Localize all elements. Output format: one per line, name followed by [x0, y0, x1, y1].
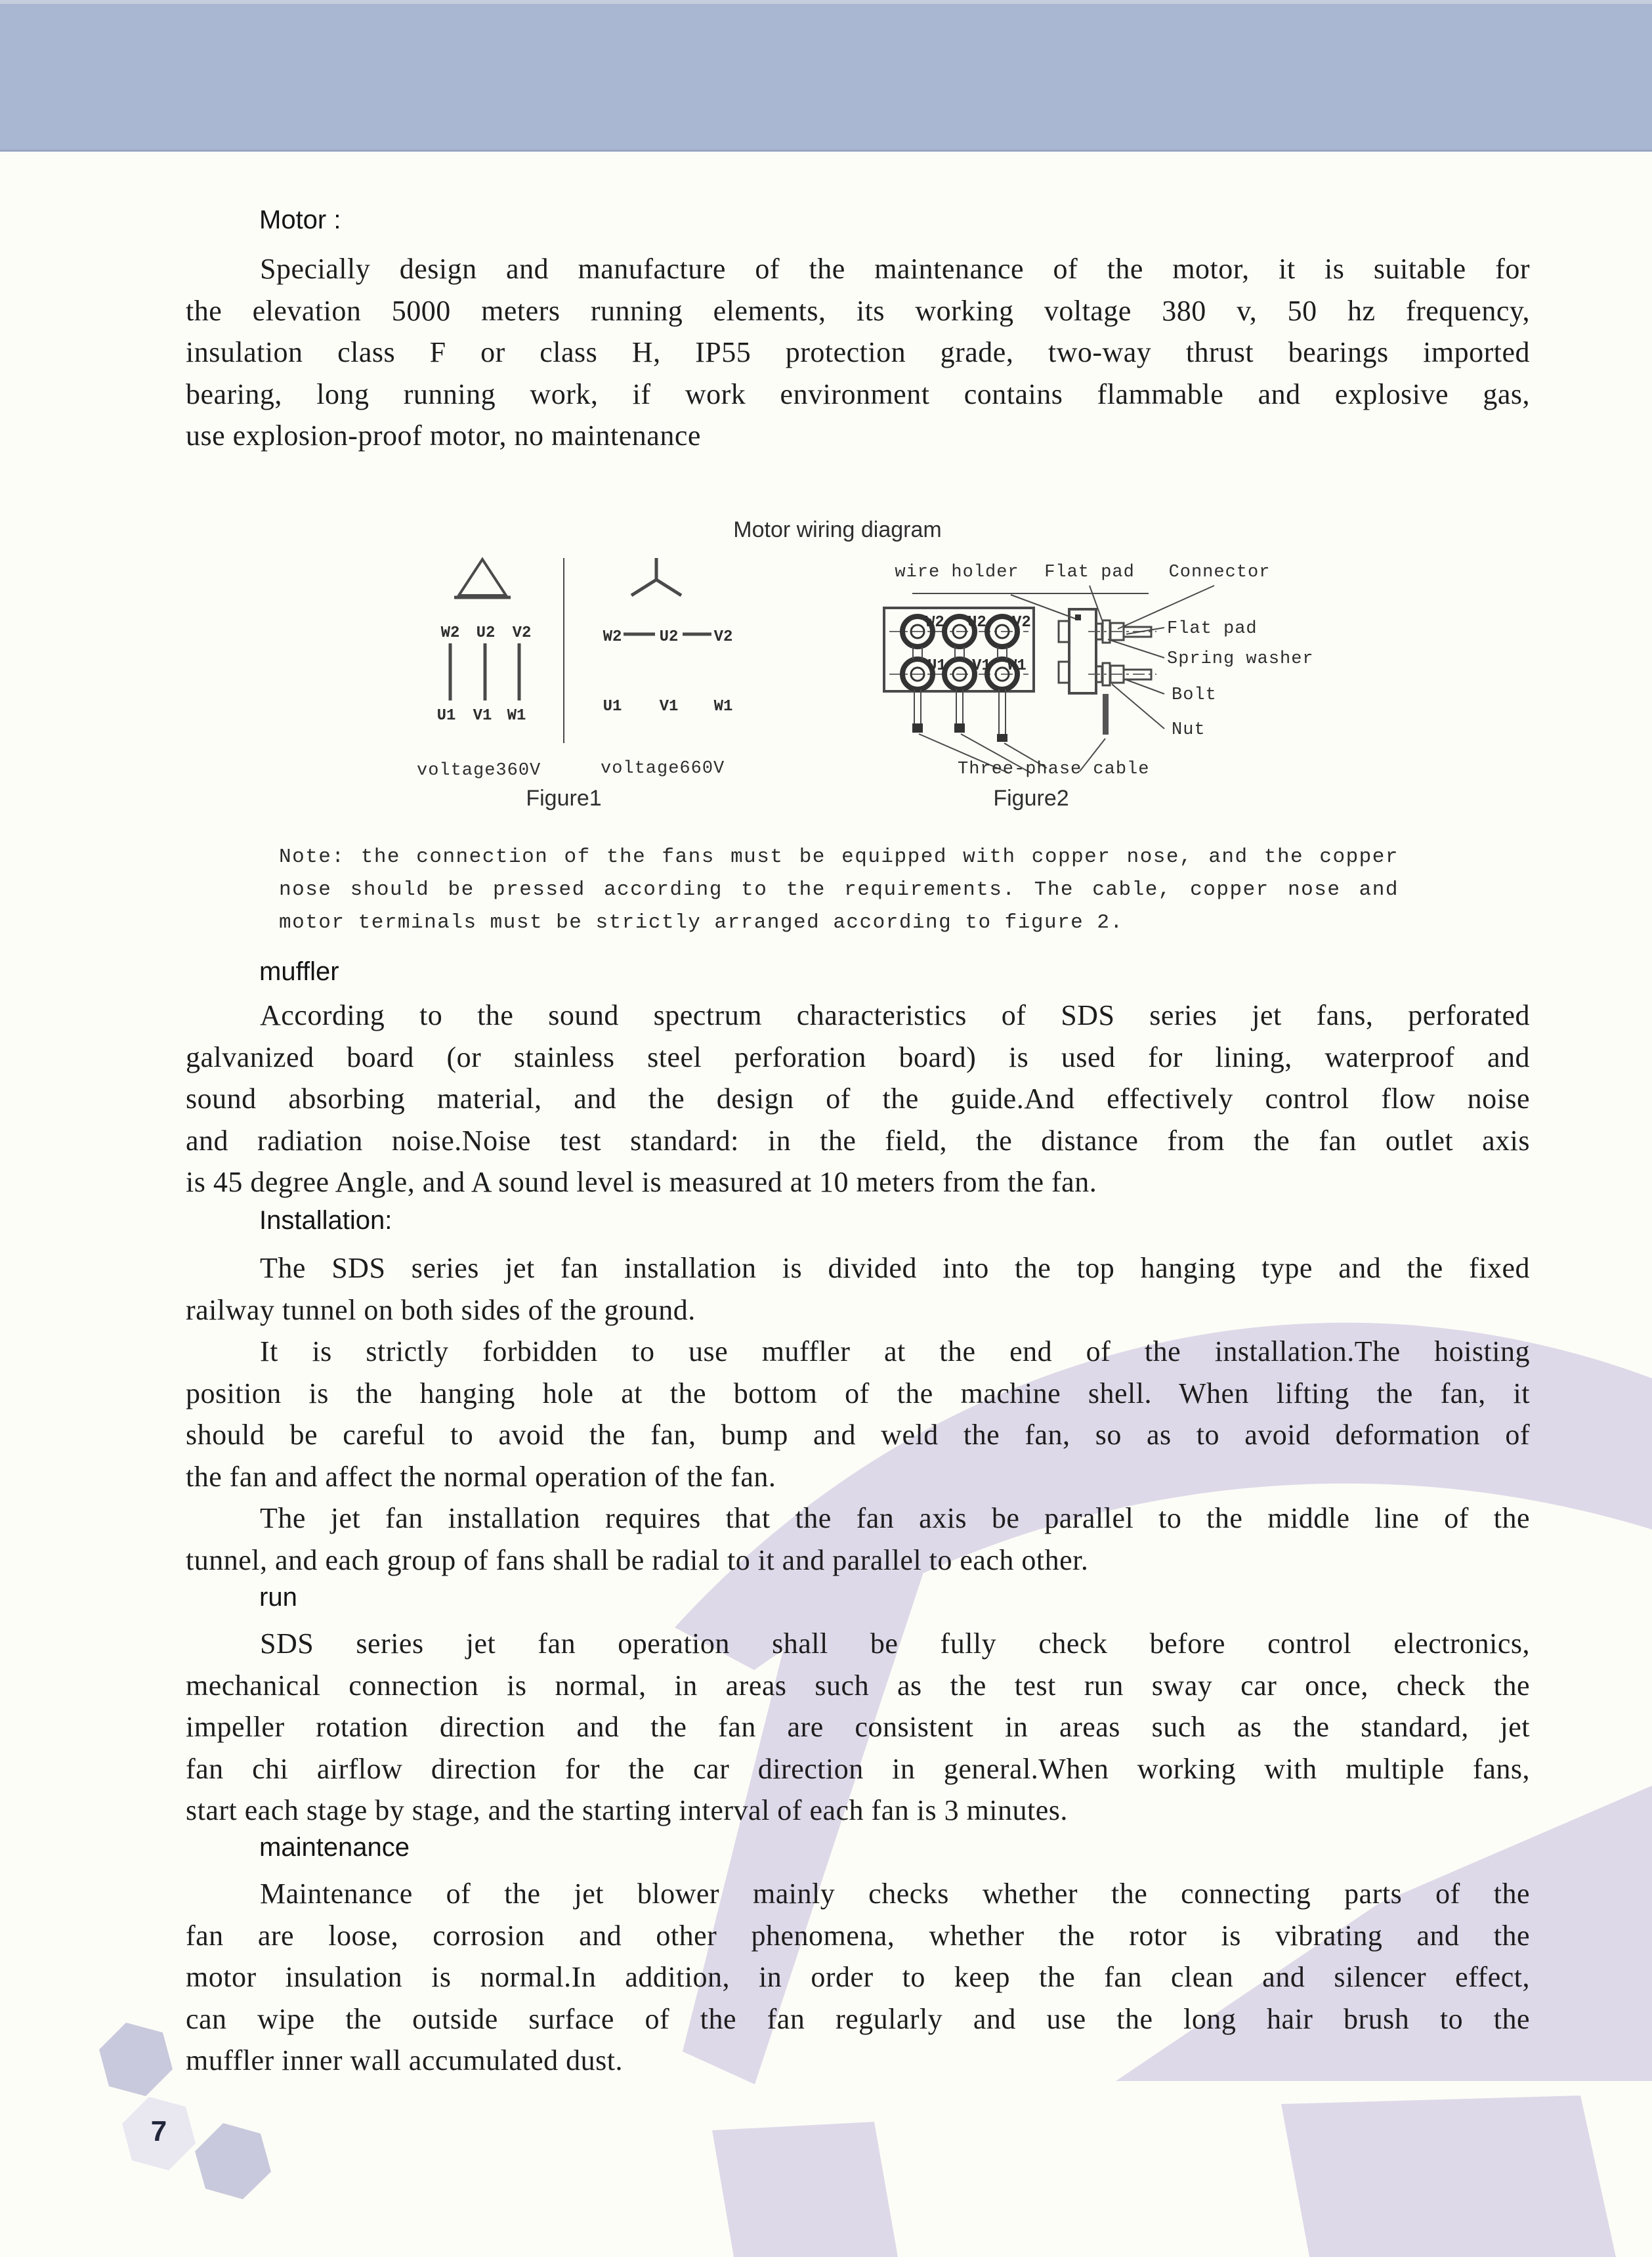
heading-maintenance: maintenance	[259, 1833, 410, 1862]
spring-washer-label: Spring washer	[1167, 649, 1314, 669]
watermark-slab-left	[712, 2122, 898, 2257]
heading-motor: Motor :	[259, 205, 341, 234]
body-line: SDS series jet fan operation shall be fully check before control electronics,	[260, 1627, 1530, 1660]
body-line: fan chi airflow direction for the car direction in general.When working with multiple fans,	[186, 1752, 1530, 1785]
terminal-label: V2	[512, 624, 532, 642]
body-line: The jet fan installation requires that the fan axis be parallel to the middle line of the	[260, 1502, 1530, 1534]
body-line: sound absorbing material, and the design of the guide.And effectively control flow noise	[186, 1083, 1530, 1115]
terminal-label: U2	[659, 628, 679, 646]
star-symbol-icon	[631, 558, 681, 595]
header-band	[0, 0, 1652, 152]
terminal-label: V1	[972, 657, 991, 675]
heading-run: run	[259, 1583, 297, 1612]
figure1	[417, 558, 732, 811]
body-line: insulation class F or class H, IP55 protection grade, two-way thrust bearings imported	[186, 336, 1530, 368]
motor-paragraph	[186, 248, 1530, 457]
note-line: motor terminals must be strictly arranged according to figure 2.	[279, 911, 1124, 934]
body-line: motor insulation is normal.In addition, in order to keep the fan clean and silencer effect,	[186, 1961, 1530, 1993]
body-line: railway tunnel on both sides of the ground.	[186, 1293, 696, 1326]
delta-symbol-icon	[459, 559, 506, 595]
installation-paragraph-3	[186, 1497, 1530, 1581]
page-number: 7	[150, 2115, 167, 2147]
terminal-label: W1	[1007, 657, 1027, 675]
hexagon-bottom-icon	[195, 2123, 271, 2199]
three-phase-cable-label: Three-phase cable	[958, 760, 1150, 779]
motor-wiring-diagram	[394, 512, 1378, 840]
body-line: galvanized board (or stainless steel perforation board) is used for lining, waterproof and	[186, 1041, 1530, 1073]
terminal-label: W2	[603, 628, 622, 646]
leader-line	[1126, 628, 1164, 634]
terminal-label: W2	[440, 624, 460, 642]
terminal-label: V2	[713, 628, 733, 646]
leader-line	[1108, 639, 1164, 658]
body-line: is 45 degree Angle, and A sound level is measured at 10 meters from the fan.	[186, 1166, 1097, 1198]
hexagon-top-icon	[99, 2023, 173, 2096]
figure2	[884, 563, 1314, 811]
terminal-label: V1	[659, 698, 679, 716]
installation-paragraph-2	[186, 1331, 1530, 1497]
nut-label: Nut	[1172, 720, 1206, 740]
note-line: Note: the connection of the fans must be equipped with copper nose, and the copper	[279, 846, 1399, 869]
body-line: use explosion-proof motor, no maintenance	[186, 419, 701, 452]
body-line: muffler inner wall accumulated dust.	[186, 2044, 623, 2076]
voltage-360-label: voltage360V	[417, 761, 541, 781]
body-line: should be careful to avoid the fan, bump and weld the fan, so as to avoid deformation of	[186, 1419, 1530, 1451]
body-line: mechanical connection is normal, in areas such as the test run sway car once, check the	[186, 1669, 1530, 1702]
terminal-label: W1	[507, 707, 526, 725]
body-line: the elevation 5000 meters running elements, its working voltage 380 v, 50 hz frequency,	[186, 294, 1530, 327]
body-line: impeller rotation direction and the fan are consistent in areas such as the standard, jet	[186, 1711, 1530, 1743]
voltage-660-label: voltage660V	[601, 759, 725, 779]
flat-pad-label: Flat pad	[1167, 619, 1258, 639]
heading-installation: Installation:	[259, 1206, 392, 1235]
bolt-label: Bolt	[1172, 685, 1217, 705]
body-line: Specially design and manufacture of the maintenance of the motor, it is suitable for	[260, 253, 1530, 285]
body-line: position is the hanging hole at the bottom of the machine shell. When lifting the fan, it	[186, 1377, 1530, 1409]
body-line: start each stage by stage, and the starting interval of each fan is 3 minutes.	[186, 1794, 1068, 1826]
body-line: The SDS series jet fan installation is divided into the top hanging type and the fixed	[260, 1252, 1530, 1284]
terminal-label: V1	[473, 707, 492, 725]
terminal-label: U2	[967, 614, 986, 632]
cable-wires	[912, 689, 1007, 742]
body-line: can wipe the outside surface of the fan regularly and use the long hair brush to the	[186, 2002, 1530, 2035]
figure1-caption: Figure1	[526, 786, 602, 811]
body-line: According to the sound spectrum characteristics of SDS series jet fans, perforated	[260, 999, 1530, 1031]
connector-side-view	[1059, 609, 1156, 771]
body-line: Maintenance of the jet blower mainly checks whether the connecting parts of the	[260, 1878, 1530, 1910]
note-block	[279, 841, 1399, 939]
watermark-slab-right	[1281, 2096, 1616, 2257]
body-line: the fan and affect the normal operation of the fan.	[186, 1460, 776, 1493]
terminal-label: U1	[603, 698, 622, 716]
note-line: nose should be pressed according to the requirements. The cable, copper nose and	[279, 878, 1399, 901]
terminal-label: U1	[436, 707, 456, 725]
installation-paragraph-1	[186, 1247, 1530, 1331]
figure2-caption: Figure2	[993, 786, 1069, 811]
body-line: bearing, long running work, if work environment contains flammable and explosive gas,	[186, 377, 1530, 410]
body-line: and radiation noise.Noise test standard: in the field, the distance from the fan outlet axis	[186, 1124, 1530, 1157]
wire-holder-label: wire holder	[895, 563, 1019, 582]
body-line: It is strictly forbidden to use muffler at the end of the installation.The hoisting	[260, 1335, 1530, 1367]
run-paragraph	[186, 1623, 1530, 1832]
connector-label: Connector	[1168, 563, 1271, 582]
diagram-title: Motor wiring diagram	[733, 517, 942, 542]
body-line: fan are loose, corrosion and other phenomena, whether the rotor is vibrating and the	[186, 1919, 1530, 1952]
terminal-label: W1	[713, 698, 733, 716]
body-line: tunnel, and each group of fans shall be radial to it and parallel to each other.	[186, 1543, 1089, 1576]
maintenance-paragraph	[186, 1873, 1530, 2082]
terminal-label: U2	[476, 624, 496, 642]
terminal-label: W2	[925, 614, 944, 632]
terminal-label: U1	[927, 657, 946, 675]
heading-muffler: muffler	[259, 957, 339, 986]
muffler-paragraph	[186, 995, 1530, 1203]
leader-line	[1124, 679, 1164, 694]
flat-pad-top-label: Flat pad	[1044, 563, 1135, 582]
terminal-label: V2	[1012, 614, 1031, 632]
